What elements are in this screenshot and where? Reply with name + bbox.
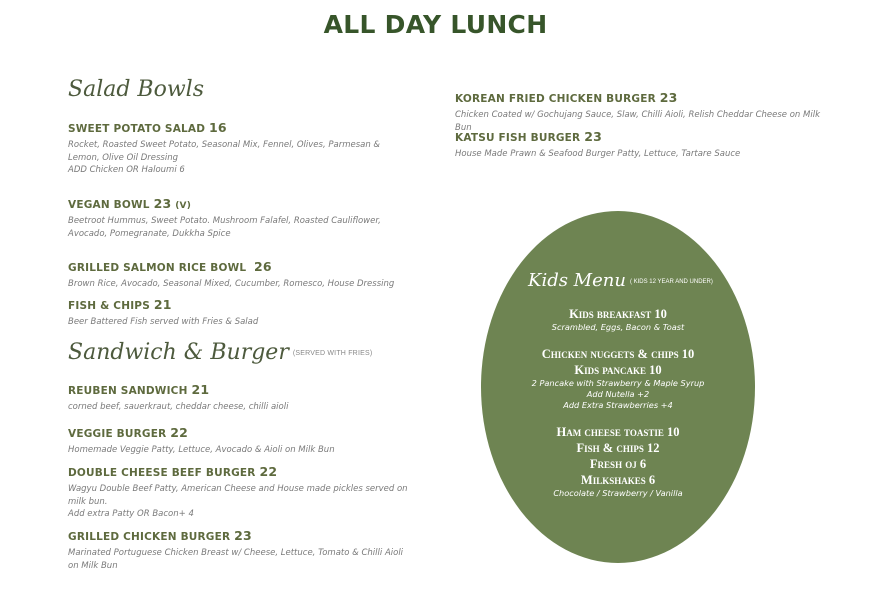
menu-item <box>68 425 408 457</box>
kids-item-name: Fish & chips 12 <box>576 441 660 455</box>
kids-item-desc: Add Nutella +2 <box>586 389 650 399</box>
item-description: House Made Prawn & Seafood Burger Patty, Lettuce, Tartare Sauce <box>455 149 741 159</box>
kids-item <box>500 306 736 333</box>
kids-item-name: Kids breakfast 10 <box>569 307 667 321</box>
item-price: 23 <box>234 528 252 543</box>
item-price: 26 <box>253 259 272 274</box>
kids-item <box>500 440 736 456</box>
sandwich-heading-text: Sandwich & Burger <box>68 340 289 365</box>
item-description: Beer Battered Fish served with Fries & Salad <box>68 317 259 327</box>
kids-item-name: Ham cheese toastie 10 <box>556 425 680 439</box>
item-extra: Add extra Patty OR Bacon+ 4 <box>68 509 194 519</box>
item-description: Brown Rice, Avocado, Seasonal Mixed, Cucumber, Romesco, House Dressing <box>68 279 395 289</box>
menu-item <box>68 120 408 177</box>
item-description: Marinated Portuguese Chicken Breast w/ Cheese, Lettuce, Tomato & Chilli Aioli on Milk Bun <box>68 548 404 571</box>
menu-item <box>455 90 835 134</box>
item-name: DOUBLE CHEESE BEEF BURGER <box>68 467 256 479</box>
kids-heading-text: Kids Menu <box>528 270 626 291</box>
item-name-line <box>68 297 408 312</box>
item-price: 23 <box>584 129 602 144</box>
menu-item <box>455 129 835 161</box>
kids-item <box>500 346 736 362</box>
item-name-line <box>68 120 408 135</box>
item-description <box>68 483 408 521</box>
kids-item-desc: Add Extra Strawberries +4 <box>563 400 673 410</box>
item-description: Chicken Coated w/ Gochujang Sauce, Slaw, Chilli Aioli, Relish Cheddar Cheese on Milk Bun <box>455 110 820 133</box>
menu-item <box>68 528 408 572</box>
item-price: 22 <box>170 425 189 440</box>
item-name: REUBEN SANDWICH <box>68 385 188 397</box>
kids-item-name: Kids pancake 10 <box>574 363 662 377</box>
kids-menu-heading <box>528 270 713 291</box>
salad-bowls-heading <box>68 77 204 102</box>
kids-item-desc: 2 Pancake with Strawberry & Maple Syrup <box>531 378 705 388</box>
item-price: 16 <box>209 120 227 135</box>
menu-item <box>68 382 408 414</box>
menu-item <box>68 297 408 329</box>
kids-item-desc: Chocolate / Strawberry / Vanilla <box>553 488 683 498</box>
item-description: Homemade Veggie Patty, Lettuce, Avocado & Aioli on Milk Bun <box>68 445 335 455</box>
item-name-line <box>68 425 408 440</box>
kids-item-name: Milkshakes 6 <box>580 473 656 487</box>
item-name-line <box>68 196 408 211</box>
item-desc-text: Rocket, Roasted Sweet Potato, Seasonal Mix, Fennel, Olives, Parmesan & Lemon, Olive Oil Dressing <box>68 140 381 163</box>
item-name-line <box>455 90 835 105</box>
item-description: Beetroot Hummus, Sweet Potato. Mushroom Falafel, Roasted Cauliflower, Avocado, Pomegranate, Dukkha Spice <box>68 216 381 239</box>
item-name-line <box>68 259 408 274</box>
kids-age-note: ( KIDS 12 YEAR AND UNDER) <box>629 278 713 285</box>
item-extra: ADD Chicken OR Haloumi 6 <box>68 165 185 175</box>
item-name-line <box>68 382 408 397</box>
kids-item <box>500 362 736 411</box>
kids-item <box>500 424 736 440</box>
menu-item <box>68 196 408 240</box>
menu-item <box>68 464 408 521</box>
item-price: 21 <box>153 297 172 312</box>
item-suffix: (V) <box>175 201 192 211</box>
item-name-line <box>68 464 408 479</box>
salad-heading-text: Salad Bowls <box>68 77 204 102</box>
item-name: GRILLED SALMON RICE BOWL <box>68 262 247 274</box>
menu-item <box>68 259 408 291</box>
kids-item <box>500 472 736 499</box>
kids-item-name: Chicken nuggets & chips 10 <box>541 347 695 361</box>
item-name: GRILLED CHICKEN BURGER <box>68 531 231 543</box>
item-price: 21 <box>191 382 210 397</box>
item-description <box>68 139 408 177</box>
item-name: FISH & CHIPS <box>68 300 150 312</box>
item-price: 22 <box>259 464 278 479</box>
sandwich-burger-heading <box>68 340 372 365</box>
kids-menu-list <box>500 306 736 499</box>
item-name: KOREAN FRIED CHICKEN BURGER <box>455 93 656 105</box>
kids-item-desc: Scrambled, Eggs, Bacon & Toast <box>551 322 685 332</box>
item-price: 23 <box>153 196 172 211</box>
item-name: KATSU FISH BURGER <box>455 132 581 144</box>
kids-item-name: Fresh oj 6 <box>589 457 647 471</box>
menu-title: ALL DAY LUNCH <box>323 10 548 39</box>
kids-item <box>500 456 736 472</box>
item-name: VEGGIE BURGER <box>68 428 167 440</box>
sandwich-note: (SERVED WITH FRIES) <box>292 349 373 357</box>
item-name: VEGAN BOWL <box>68 199 150 211</box>
item-desc-text: Wagyu Double Beef Patty, American Cheese and House made pickles served on milk bun. <box>68 484 408 507</box>
item-name-line <box>68 528 408 543</box>
item-name-line <box>455 129 835 144</box>
item-description: corned beef, sauerkraut, cheddar cheese, chilli aioli <box>68 402 289 412</box>
item-name: SWEET POTATO SALAD <box>68 123 206 135</box>
item-price: 23 <box>659 90 678 105</box>
